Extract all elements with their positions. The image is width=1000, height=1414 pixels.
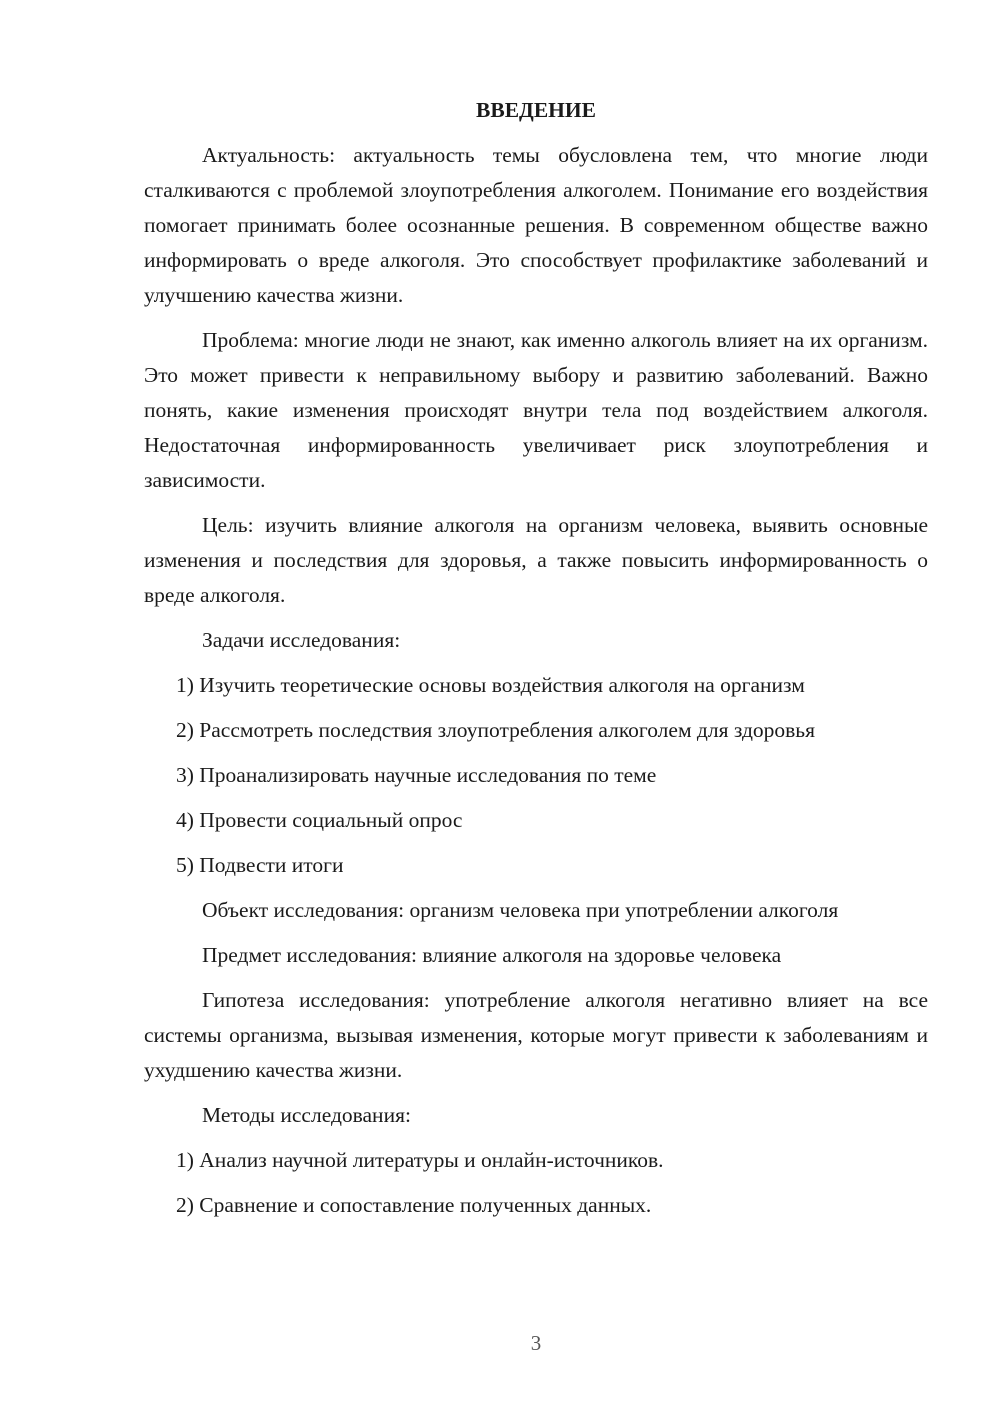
relevance-paragraph: Актуальность: актуальность темы обусловлена тем, что многие люди сталкиваются с проблемой злоупотребления алкоголем. Понимание его воздействия помогает принимать более осознанные решения. В современном обществе важно информировать о вреде алкоголя. Это способствует профилактике заболеваний и улучшению качества жизни. <box>144 143 928 307</box>
task-item: 4) Провести социальный опрос <box>176 808 463 832</box>
method-item: 2) Сравнение и сопоставление полученных данных. <box>176 1193 652 1217</box>
methods-heading: Методы исследования: <box>202 1103 411 1127</box>
task-item: 2) Рассмотреть последствия злоупотребления алкоголем для здоровья <box>176 718 816 742</box>
problem-paragraph: Проблема: многие люди не знают, как именно алкоголь влияет на их организм. Это может привести к неправильному выбору и развитию заболеваний. Важно понять, какие изменения происходят внутри тела под воздействием алкоголя. Недостаточная информированность увеличивает риск злоупотребления и зависимости. <box>144 328 928 492</box>
task-item: 1) Изучить теоретические основы воздействия алкоголя на организм <box>176 673 805 697</box>
hypothesis-paragraph: Гипотеза исследования: употребление алкоголя негативно влияет на все системы организма, вызывая изменения, которые могут привести к заболеваниям и ухудшению качества жизни. <box>144 988 928 1082</box>
methods-list <box>144 1143 928 1223</box>
object-paragraph: Объект исследования: организм человека при употреблении алкоголя <box>202 898 839 922</box>
page-number: 3 <box>530 1331 542 1355</box>
task-item: 3) Проанализировать научные исследования по теме <box>176 763 657 787</box>
tasks-heading: Задачи исследования: <box>202 628 401 652</box>
subject-paragraph: Предмет исследования: влияние алкоголя на здоровье человека <box>202 943 782 967</box>
tasks-list <box>144 668 928 883</box>
task-item: 5) Подвести итоги <box>176 853 344 877</box>
goal-paragraph: Цель: изучить влияние алкоголя на организм человека, выявить основные изменения и последствия для здоровья, а также повысить информированность о вреде алкоголя. <box>144 513 928 607</box>
section-title: ВВЕДЕНИЕ <box>476 98 596 122</box>
method-item: 1) Анализ научной литературы и онлайн-источников. <box>176 1148 664 1172</box>
page-content <box>144 93 928 1233</box>
